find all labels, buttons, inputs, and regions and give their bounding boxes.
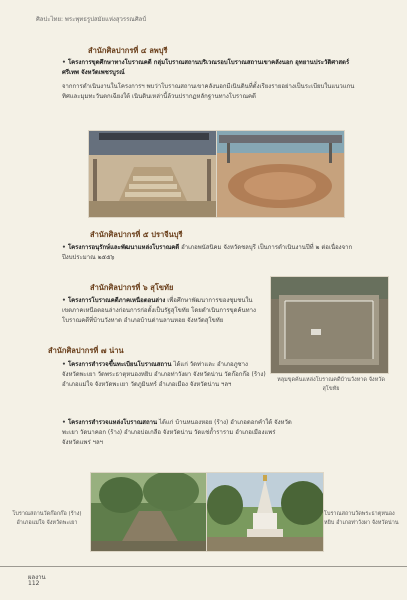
caption-left-bottom: โบราณสถานวัดก๊อกก๊อ (ร้าง) อำเภอแม่ใจ จังหวัดพะเยา — [12, 511, 82, 526]
photo-brick-ruins — [216, 130, 345, 218]
page-number: 112 — [28, 580, 40, 587]
photo-excavation-stupa — [88, 130, 217, 218]
running-header: ศิลปะไทย: พระพุทธรูปสมัยแห่งสุวรรณศิลป์ — [36, 16, 147, 23]
section-title-4: สำนักศิลปากรที่ ๔ ลพบุรี — [88, 46, 168, 55]
section-6-para: • โครงการโบราณคดีภาคเหนือตอนล่าง เพื่อศึกษาพัฒนาการของชุมชนในเขตภาคเหนือตอนล่างก่อนการก่อตั้งเป็นรัฐสุโขทัย โดยดำเนินการขุดค้นทางโบราณคดีที่บ้านวังหาด อำเภอบ้านด่านลานหอย จังหวัดสุโขทัย — [62, 297, 256, 324]
caption-right-bottom: โบราณสถานวัดพระธาตุหนองหยิบ อำเภอท่าวังผา จังหวัดน่าน — [324, 511, 399, 526]
footer-label: ผลงาน — [28, 574, 46, 581]
photo-ruins-forest — [90, 472, 207, 552]
section-title-5: สำนักศิลปากรที่ ๕ ปราจีนบุรี — [90, 230, 183, 239]
section-7-lead-2: โครงการสำรวจแหล่งโบราณสถาน — [67, 419, 158, 426]
photo-stupa — [206, 472, 324, 552]
section-5-para: • โครงการอนุรักษ์และพัฒนาแหล่งโบราณคดี อำเภอพนัสนิคม จังหวัดชลบุรี เป็นการดำเนินงานปีที่ ๒ ต่อเนื่องจากปีงบประมาณ ๒๕๕๖ — [62, 244, 353, 261]
section-5-body: อำเภอพนัสนิคม จังหวัดชลบุรี เป็นการดำเนินงานปีที่ ๒ ต่อเนื่องจากปีงบประมาณ ๒๕๕๖ — [62, 244, 353, 261]
section-title-6: สำนักศิลปากรที่ ๖ สุโขทัย — [90, 283, 174, 292]
section-6-lead: โครงการโบราณคดีภาคเหนือตอนล่าง — [67, 297, 166, 304]
section-4-para-1-lead: โครงการขุดศึกษาทางโบราณคดี กลุ่มโบราณสถานบริเวณรอบโบราณสถานเขาคลังนอก อุทยานประวัติศาสตร์ศรีเทพ จังหวัดเพชรบูรณ์ — [62, 59, 350, 76]
caption-sukhothai: หลุมขุดค้นแหล่งโบราณคดีบ้านวังหาด จังหวัดสุโขทัย — [277, 377, 385, 392]
photo-excavation-pit — [270, 276, 389, 374]
section-7-para-2: • โครงการสำรวจแหล่งโบราณสถาน ได้แก่ บ้านหนองหอย (ร้าง) อำเภอดอกคำใต้ จังหวัดพะเยา วัดนาคอก (ร้าง) อำเภอบ่อเกลือ จังหวัดน่าน วัดแช่ถ้ำราราม อำเภอเมืองแพร่ จังหวัดแพร่ ฯลฯ — [62, 419, 292, 446]
section-4-para-1: • โครงการขุดศึกษาทางโบราณคดี กลุ่มโบราณสถานบริเวณรอบโบราณสถานเขาคลังนอก อุทยานประวัติศาสตร์ศรีเทพ จังหวัดเพชรบูรณ์ — [62, 59, 350, 76]
section-4-para-2: จากการดำเนินงานในโครงการฯ พบว่าโบราณสถานเขาคลังนอกมีเนินดินที่ตั้งเรียงรายอย่างเป็นระเบียบในแนวแกนทิศและมุมทะวันตกเฉียงใต้ เนินดินเหล่านี้ล้วนปรากฏหลักฐานทางโบราณคดี — [62, 83, 355, 100]
section-title-7: สำนักศิลปากรที่ ๗ น่าน — [48, 346, 124, 355]
section-5-lead: โครงการอนุรักษ์และพัฒนาแหล่งโบราณคดี — [67, 244, 180, 251]
section-7-lead-1: โครงการสำรวจขึ้นทะเบียนโบราณสถาน — [67, 361, 172, 368]
section-7-body-2: ได้แก่ บ้านหนองหอย (ร้าง) อำเภอดอกคำใต้ จังหวัดพะเยา วัดนาคอก (ร้าง) อำเภอบ่อเกลือ จังหวัดน่าน วัดแช่ถ้ำราราม อำเภอเมืองแพร่ จังหวัดแพร่ ฯลฯ — [62, 419, 292, 446]
section-7-para-1: • โครงการสำรวจขึ้นทะเบียนโบราณสถาน ได้แก่ วัดท่าและ อำเภอภูซาง จังหวัดพะเยา วัดพระธาตุหนองหยิบ อำเภอท่าวังผา จังหวัดน่าน วัดก๊อกก๊อ (ร้าง) อำเภอแม่ใจ จังหวัดพะเยา วัดภูมินทร์ อำเภอเมือง จังหวัดน่าน ฯลฯ — [62, 361, 266, 388]
section-7-body-1: ได้แก่ วัดท่าและ อำเภอภูซาง จังหวัดพะเยา วัดพระธาตุหนองหยิบ อำเภอท่าวังผา จังหวัดน่าน วัดก๊อกก๊อ (ร้าง) อำเภอแม่ใจ จังหวัดพะเยา วัดภูมินทร์ อำเภอเมือง จังหวัดน่าน ฯลฯ — [62, 361, 266, 388]
footer-divider — [0, 566, 407, 567]
section-6-body: เพื่อศึกษาพัฒนาการของชุมชนในเขตภาคเหนือตอนล่างก่อนการก่อตั้งเป็นรัฐสุโขทัย โดยดำเนินการขุดค้นทางโบราณคดีที่บ้านวังหาด อำเภอบ้านด่านลานหอย จังหวัดสุโขทัย — [62, 297, 256, 324]
